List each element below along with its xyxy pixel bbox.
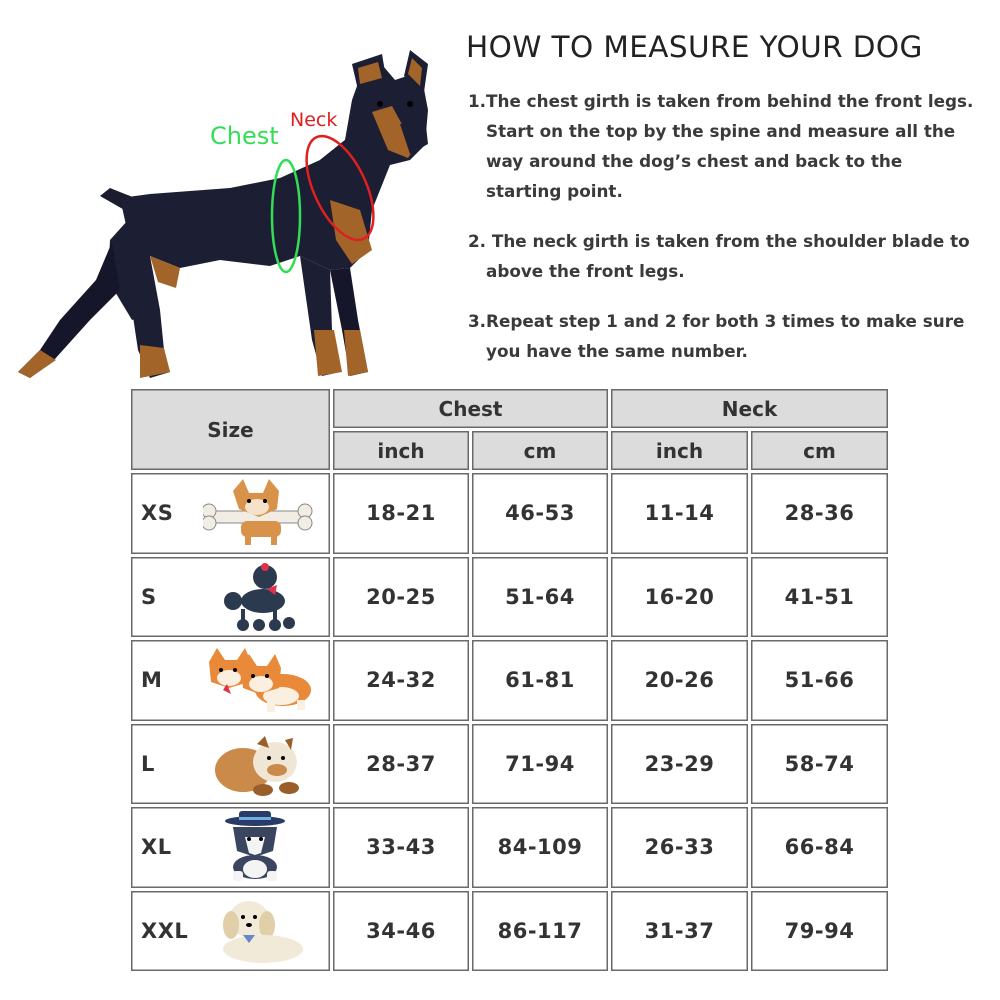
- neck-inch-cell: 11-14: [610, 472, 750, 556]
- size-cell: [130, 889, 332, 973]
- doberman-icon: [18, 50, 428, 378]
- size-cell: [130, 639, 332, 723]
- table-row: [130, 639, 890, 723]
- neck-inch-cell: 26-33: [610, 806, 750, 890]
- instruction-step-3: [468, 306, 988, 366]
- size-chart-table: [128, 386, 891, 974]
- chest-cm-cell: 86-117: [471, 889, 610, 973]
- neck-label: Neck: [290, 109, 338, 131]
- table-row: [130, 722, 890, 806]
- chest-header: Chest: [332, 388, 610, 430]
- size-label: XL: [141, 835, 172, 860]
- size-label: M: [141, 668, 163, 693]
- chest-inch-cell: 34-46: [332, 889, 471, 973]
- chest-inch-cell: 28-37: [332, 722, 471, 806]
- step-1-cont-3: starting point.: [486, 181, 623, 201]
- table-row: [130, 555, 890, 639]
- size-label: XXL: [141, 918, 189, 943]
- neck-cm-cell: 79-94: [750, 889, 890, 973]
- size-label: L: [141, 751, 155, 776]
- chest-inch-cell: 18-21: [332, 472, 471, 556]
- table-row: [130, 889, 890, 973]
- step-2-line: 2. The neck girth is taken from the shoulder blade to: [468, 231, 970, 251]
- step-1-line: 1.The chest girth is taken from behind the front legs.: [468, 91, 974, 111]
- chest-inch-cell: 24-32: [332, 639, 471, 723]
- size-cell: [130, 806, 332, 890]
- size-label: S: [141, 584, 157, 609]
- step-2-cont-1: above the front legs.: [486, 261, 685, 281]
- chest-inch-cell: 33-43: [332, 806, 471, 890]
- neck-cm-cell: 66-84: [750, 806, 890, 890]
- husky-with-hat-icon: [203, 811, 313, 883]
- bulldog-icon: [203, 728, 313, 800]
- table-row: [130, 806, 890, 890]
- instruction-step-2: [468, 226, 988, 286]
- chest-cm-cell: 84-109: [471, 806, 610, 890]
- chest-cm-cell: 46-53: [471, 472, 610, 556]
- neck-inch-cell: 31-37: [610, 889, 750, 973]
- chest-cm-header: cm: [471, 430, 610, 472]
- chest-inch-cell: 20-25: [332, 555, 471, 639]
- neck-inch-cell: 23-29: [610, 722, 750, 806]
- neck-header: Neck: [610, 388, 890, 430]
- size-cell: [130, 555, 332, 639]
- chest-cm-cell: 61-81: [471, 639, 610, 723]
- size-cell: [130, 472, 332, 556]
- step-3-line: 3.Repeat step 1 and 2 for both 3 times to make sure: [468, 311, 965, 331]
- size-label: XS: [141, 501, 174, 526]
- neck-inch-header: inch: [610, 430, 750, 472]
- poodle-icon: [203, 561, 313, 633]
- chest-cm-cell: 51-64: [471, 555, 610, 639]
- chihuahua-with-bone-icon: [203, 477, 313, 549]
- step-3-cont-1: you have the same number.: [486, 341, 748, 361]
- neck-cm-cell: 28-36: [750, 472, 890, 556]
- step-1-cont-2: way around the dog’s chest and back to the: [486, 151, 903, 171]
- size-header: Size: [130, 388, 332, 472]
- neck-inch-cell: 16-20: [610, 555, 750, 639]
- chest-label: Chest: [210, 122, 279, 150]
- neck-inch-cell: 20-26: [610, 639, 750, 723]
- corgi-pair-icon: [203, 644, 313, 716]
- page-title: HOW TO MEASURE YOUR DOG: [466, 30, 923, 64]
- table-row: [130, 472, 890, 556]
- neck-cm-cell: 41-51: [750, 555, 890, 639]
- chest-cm-cell: 71-94: [471, 722, 610, 806]
- doberman-illustration: [0, 20, 460, 380]
- chest-inch-header: inch: [332, 430, 471, 472]
- golden-retriever-icon: [203, 895, 313, 967]
- step-1-cont-1: Start on the top by the spine and measure all the: [486, 121, 956, 141]
- neck-cm-header: cm: [750, 430, 890, 472]
- neck-cm-cell: 51-66: [750, 639, 890, 723]
- instruction-step-1: [468, 86, 988, 206]
- neck-cm-cell: 58-74: [750, 722, 890, 806]
- size-cell: [130, 722, 332, 806]
